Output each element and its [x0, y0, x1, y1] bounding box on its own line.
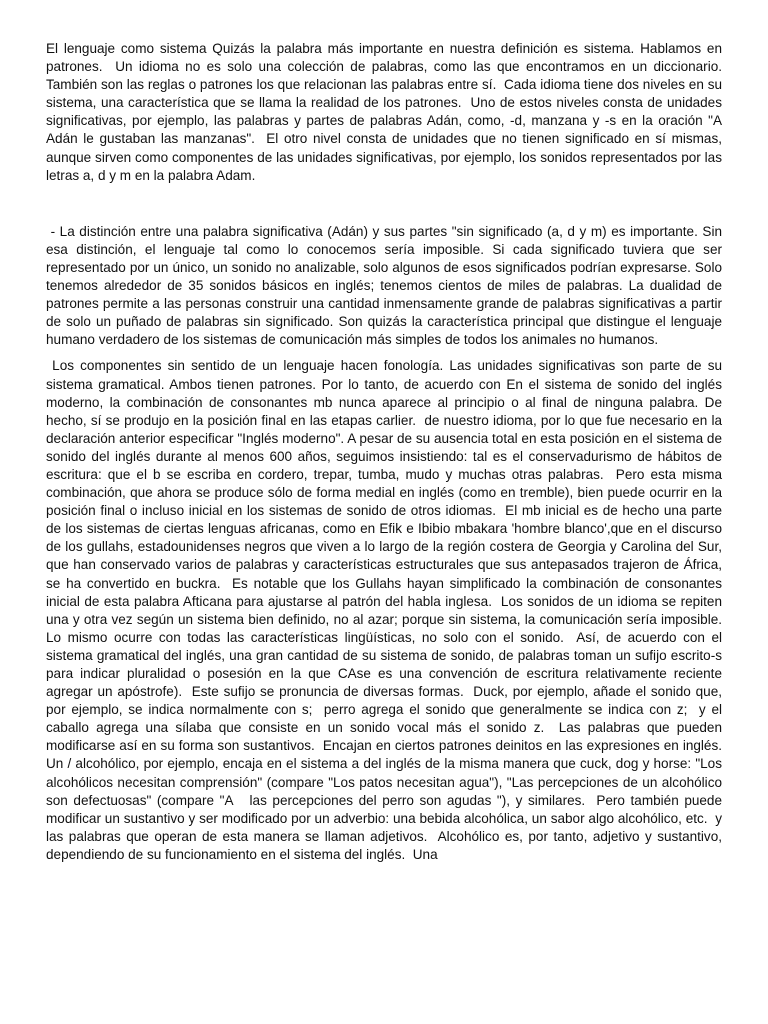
paragraph-phonology-grammar: Los componentes sin sentido de un lenguaje hacen fonología. Las unidades significativas son parte de su sistema gramatical. Ambos tienen patrones. Por lo tanto, de acuerdo con En el sistema de sonido del inglés moderno, la combinación de consonantes mb nunca aparece al principio o al final de ninguna palabra. De hecho, sí se produjo en la posición final en las etapas carlier. de nuestro idioma, por lo que fue necesario en la declaración anterior especificar "Inglés moderno". A pesar de su ausencia total en esta posición en el sistema de sonido del inglés durante al menos 600 años, seguimos insistiendo: tal es el conservadurismo de hábitos de escritura: que el b se escriba en cordero, trepar, tumba, mudo y muchas otras palabras. Pero esta misma combinación, que ahora se produce sólo de forma medial en inglés (como en tremble), bien puede ocurrir en la posición final o incluso inicial en los sistemas de sonido de otros idiomas. El mb inicial es de hecho una parte de los sistemas de ciertas lenguas africanas, como en Efik e Ibibio mbakara 'hombre blanco',que en el discurso de los gullahs, estadounidenses negros que viven a lo largo de la región costera de Georgia y Carolina del Sur, que han conservado varios de palabras y características estructurales que sus antepasados trajeron de África, se ha convertido en buckra. Es notable que los Gullahs hayan simplificado la combinación de consonantes inicial de esta palabra Afticana para ajustarse al patrón del habla inglesa. Los sonidos de un idioma se repiten una y otra vez según un sistema bien definido, no al azar; porque sin sistema, la comunicación sería imposible. Lo mismo ocurre con todas las características lingüísticas, no solo con el sonido. Así, de acuerdo con el sistema gramatical del inglés, una gran cantidad de su sistema de sonido, de palabras toman un sufijo escrito-s para indicar pluralidad o posesión en la que CAse es una convención de escritura relativamente reciente agregar un apóstrofe). Este sufijo se pronuncia de diversas formas. Duck, por ejemplo, añade el sonido que, por ejemplo, se indica normalmente con s; perro agrega el sonido que generalmente se indica con z; y el caballo agrega una sílaba que consiste en un sonido vocal más el sonido z. Las palabras que pueden modificarse así en su forma son sustantivos. Encajan en ciertos patrones deinitos en las expresiones en inglés. Un / alcohólico, por ejemplo, encaja en el sistema a del inglés de la misma manera que cuck, dog y horse: "Los alcohólicos necesitan comprensión" (compare "Los patos necesitan agua"), "Las percepciones de un alcohólico son defectuosas" (compare "A las percepciones del perro son agudas "), y similares. Pero también puede modificar un sustantivo y ser modificado por un adverbio: una bebida alcohólica, un sabor algo alcohólico, etc. y las palabras que operan de esta manera se llaman adjetivos. Alcohólico es, por tanto, adjetivo y sustantivo, dependiendo de su funcionamiento en el sistema del inglés. Una: [46, 358, 730, 862]
document-page: [46, 40, 730, 864]
paragraph-spacer: [46, 185, 722, 223]
paragraph-duality-of-patterning: - La distinción entre una palabra significativa (Adán) y sus partes "sin significado (a, d y m) es importante. Sin esa distinción, el lenguaje tal como lo conocemos sería imposible. Si cada significado tuviera que ser representado por un único, un sonido no analizable, solo algunos de esos significados podrían expresarse. Solo tenemos alrededor de 35 sonidos básicos en inglés; tenemos cientos de miles de palabras. La dualidad de patrones permite a las personas construir una cantidad inmensamente grande de palabras significativas a partir de solo un puñado de palabras sin significado. Son quizás la característica principal que distingue el lenguaje humano verdadero de los sistemas de comunicación más simples de todos los animales no humanos.: [46, 223, 726, 348]
paragraph-language-system: El lenguaje como sistema Quizás la palabra más importante en nuestra definición es sistema. Hablamos en patrones. Un idioma no es solo una colección de palabras, como las que encontramos en un diccionario. También son las reglas o patrones los que relacionan las palabras entre sí. Cada idioma tiene dos niveles en su sistema, una característica que se llama la realidad de los patrones. Uno de estos niveles consta de unidades significativas, por ejemplo, las palabras y partes de palabras Adán, como, -d, manzana y -s en la oración "A Adán le gustaban las manzanas". El otro nivel consta de unidades que no tienen significado en sí mismas, aunque sirven como componentes de las unidades significativas, por ejemplo, los sonidos representados por las letras a, d y m en la palabra Adam.: [46, 41, 730, 183]
